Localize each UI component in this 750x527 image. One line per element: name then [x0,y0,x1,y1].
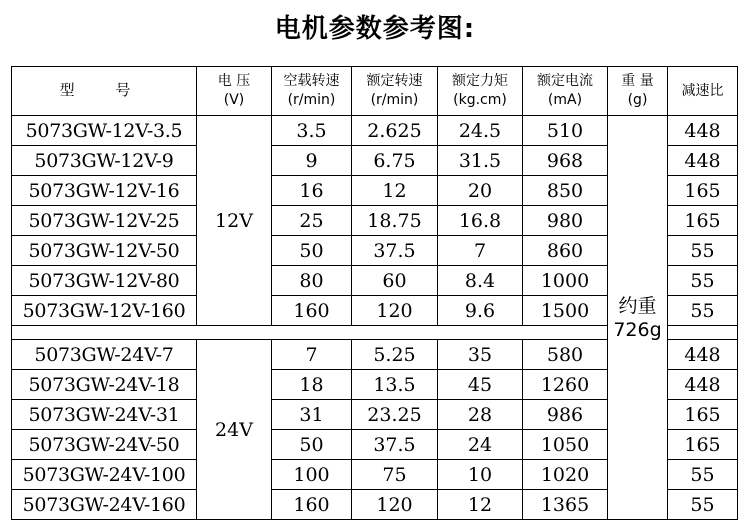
model-cell: 5073GW-12V-160 [12,296,197,326]
ratio-cell: 165 [668,400,738,430]
header-rated-speed: 额定转速 (r/min) [352,67,438,116]
rated-current-cell: 1500 [523,296,608,326]
rated-speed-cell: 2.625 [352,116,438,146]
no-load-speed-cell: 31 [272,400,352,430]
ratio-cell: 165 [668,430,738,460]
rated-torque-cell: 20 [438,176,523,206]
weight-label: 约重 [618,294,657,317]
header-row [12,67,738,116]
weight-cell [608,116,668,520]
model-cell: 5073GW-12V-50 [12,236,197,266]
rated-current-cell: 1020 [523,460,608,490]
rated-torque-cell: 28 [438,400,523,430]
ratio-cell: 55 [668,490,738,520]
header-weight: 重 量 (g) [608,67,668,116]
rated-torque-cell: 16.8 [438,206,523,236]
rated-speed-cell: 120 [352,296,438,326]
model-cell: 5073GW-24V-50 [12,430,197,460]
rated-speed-cell: 120 [352,490,438,520]
rated-current-cell: 1050 [523,430,608,460]
rated-speed-cell: 37.5 [352,236,438,266]
rated-current-cell: 968 [523,146,608,176]
rated-speed-cell: 60 [352,266,438,296]
rated-speed-cell: 18.75 [352,206,438,236]
header-rated-torque: 额定力矩 (kg.cm) [438,67,523,116]
rated-torque-cell: 45 [438,370,523,400]
rated-torque-cell: 10 [438,460,523,490]
rated-torque-cell: 35 [438,340,523,370]
rated-speed-cell: 23.25 [352,400,438,430]
model-cell: 5073GW-12V-3.5 [12,116,197,146]
rated-torque-cell: 9.6 [438,296,523,326]
ratio-cell: 448 [668,116,738,146]
ratio-cell: 55 [668,460,738,490]
table-row [12,116,738,146]
no-load-speed-cell: 80 [272,266,352,296]
ratio-cell: 55 [668,236,738,266]
rated-speed-cell: 13.5 [352,370,438,400]
model-cell: 5073GW-24V-100 [12,460,197,490]
rated-current-cell: 850 [523,176,608,206]
no-load-speed-cell: 25 [272,206,352,236]
no-load-speed-cell: 9 [272,146,352,176]
rated-torque-cell: 24.5 [438,116,523,146]
model-cell: 5073GW-24V-18 [12,370,197,400]
header-ratio: 减速比 [668,67,738,116]
rated-current-cell: 986 [523,400,608,430]
rated-speed-cell: 6.75 [352,146,438,176]
model-cell: 5073GW-12V-25 [12,206,197,236]
ratio-cell: 448 [668,340,738,370]
rated-torque-cell: 7 [438,236,523,266]
no-load-speed-cell: 16 [272,176,352,206]
rated-torque-cell: 8.4 [438,266,523,296]
header-no-load-speed: 空载转速 (r/min) [272,67,352,116]
voltage-cell-12v: 12V [197,116,272,326]
no-load-speed-cell: 100 [272,460,352,490]
no-load-speed-cell: 18 [272,370,352,400]
group-separator-ratio [668,326,738,340]
rated-speed-cell: 12 [352,176,438,206]
ratio-cell: 165 [668,206,738,236]
page-title: 电机参数参考图: [274,14,476,44]
rated-speed-cell: 37.5 [352,430,438,460]
rated-current-cell: 860 [523,236,608,266]
no-load-speed-cell: 160 [272,490,352,520]
ratio-cell: 448 [668,146,738,176]
ratio-cell: 55 [668,266,738,296]
rated-torque-cell: 12 [438,490,523,520]
rated-current-cell: 510 [523,116,608,146]
rated-current-cell: 1000 [523,266,608,296]
weight-value: 726g [613,318,662,341]
no-load-speed-cell: 50 [272,430,352,460]
model-cell: 5073GW-24V-7 [12,340,197,370]
rated-speed-cell: 5.25 [352,340,438,370]
no-load-speed-cell: 7 [272,340,352,370]
ratio-cell: 55 [668,296,738,326]
ratio-cell: 448 [668,370,738,400]
rated-torque-cell: 24 [438,430,523,460]
motor-spec-table [11,66,738,520]
header-voltage: 电 压 (V) [197,67,272,116]
model-cell: 5073GW-12V-9 [12,146,197,176]
model-cell: 5073GW-12V-80 [12,266,197,296]
voltage-cell-24v: 24V [197,340,272,520]
group-separator [12,326,608,340]
no-load-speed-cell: 160 [272,296,352,326]
rated-speed-cell: 75 [352,460,438,490]
ratio-cell: 165 [668,176,738,206]
model-cell: 5073GW-12V-16 [12,176,197,206]
rated-current-cell: 1260 [523,370,608,400]
model-cell: 5073GW-24V-31 [12,400,197,430]
header-model: 型 号 [12,67,197,116]
no-load-speed-cell: 3.5 [272,116,352,146]
model-cell: 5073GW-24V-160 [12,490,197,520]
rated-torque-cell: 31.5 [438,146,523,176]
rated-current-cell: 980 [523,206,608,236]
rated-current-cell: 1365 [523,490,608,520]
rated-current-cell: 580 [523,340,608,370]
no-load-speed-cell: 50 [272,236,352,266]
header-rated-current: 额定电流 (mA) [523,67,608,116]
